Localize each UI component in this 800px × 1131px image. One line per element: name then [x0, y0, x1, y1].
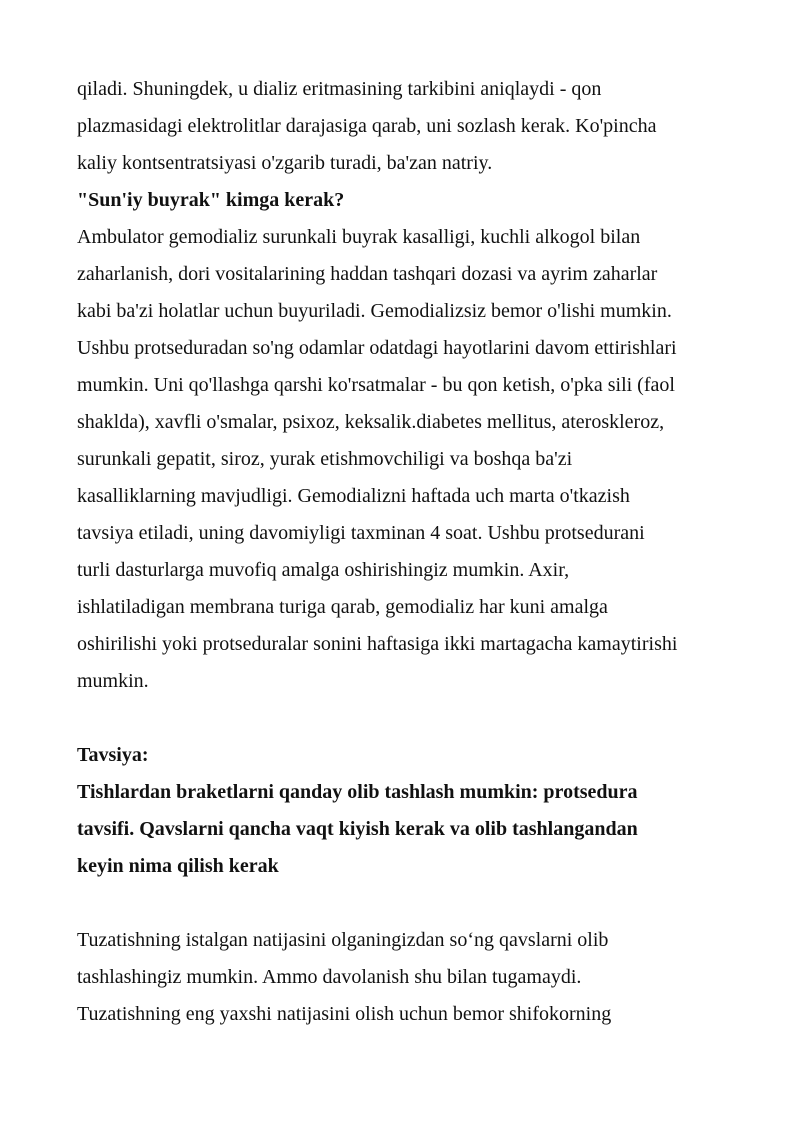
text-line: plazmasidagi elektrolitlar darajasiga qarab, uni sozlash kerak. Ko'pincha — [77, 115, 657, 137]
text-line: mumkin. — [77, 670, 149, 692]
text-line: mumkin. Uni qo'llashga qarshi ko'rsatmalar - bu qon ketish, o'pka sili (faol — [77, 374, 675, 396]
recommendation-label — [77, 737, 737, 774]
text-line: tavsiya etiladi, uning davomiyligi taxminan 4 soat. Ushbu protsedurani — [77, 522, 645, 544]
text-line: ishlatiladigan membrana turiga qarab, gemodializ har kuni amalga — [77, 596, 608, 618]
text-line: Ambulator gemodializ surunkali buyrak kasalligi, kuchli alkogol bilan — [77, 226, 641, 248]
recommendation-link-title[interactable] — [77, 774, 737, 885]
text-line: Tishlardan braketlarni qanday olib tashlash mumkin: protsedura — [77, 781, 638, 803]
text-line: Tuzatishning eng yaxshi natijasini olish uchun bemor shifokorning — [77, 1003, 612, 1025]
paragraph-braces-removal — [77, 922, 737, 1033]
text-line: tavsifi. Qavslarni qancha vaqt kiyish kerak va olib tashlangandan — [77, 818, 638, 840]
text-line: Ushbu protseduradan so'ng odamlar odatdagi hayotlarini davom ettirishlari — [77, 337, 677, 359]
paragraph-dialysate-composition — [77, 71, 737, 182]
section-heading-text: "Sun'iy buyrak" kimga kerak? — [77, 189, 345, 211]
recommendation-label-text: Tavsiya: — [77, 744, 149, 766]
text-line: kaliy kontsentratsiyasi o'zgarib turadi, ba'zan natriy. — [77, 152, 493, 174]
text-line: qiladi. Shuningdek, u dializ eritmasining tarkibini aniqlaydi - qon — [77, 78, 602, 100]
text-line: tashlashingiz mumkin. Ammo davolanish shu bilan tugamaydi. — [77, 966, 582, 988]
text-line: keyin nima qilish kerak — [77, 855, 279, 877]
text-line: kabi ba'zi holatlar uchun buyuriladi. Gemodializsiz bemor o'lishi mumkin. — [77, 300, 672, 322]
paragraph-hemodialysis-indications — [77, 219, 737, 700]
text-line: shaklda), xavfli o'smalar, psixoz, keksalik.diabetes mellitus, ateroskleroz, — [77, 411, 665, 433]
text-line: turli dasturlarga muvofiq amalga oshirishingiz mumkin. Axir, — [77, 559, 570, 581]
section-heading — [77, 182, 737, 219]
text-line: kasalliklarning mavjudligi. Gemodializni haftada uch marta o'tkazish — [77, 485, 630, 507]
text-line: Tuzatishning istalgan natijasini olganingizdan so‘ng qavslarni olib — [77, 929, 609, 951]
text-line: oshirilishi yoki protseduralar sonini haftasiga ikki martagacha kamaytirishi — [77, 633, 678, 655]
text-line: surunkali gepatit, siroz, yurak etishmovchiligi va boshqa ba'zi — [77, 448, 573, 470]
text-line: zaharlanish, dori vositalarining haddan tashqari dozasi va ayrim zaharlar — [77, 263, 658, 285]
